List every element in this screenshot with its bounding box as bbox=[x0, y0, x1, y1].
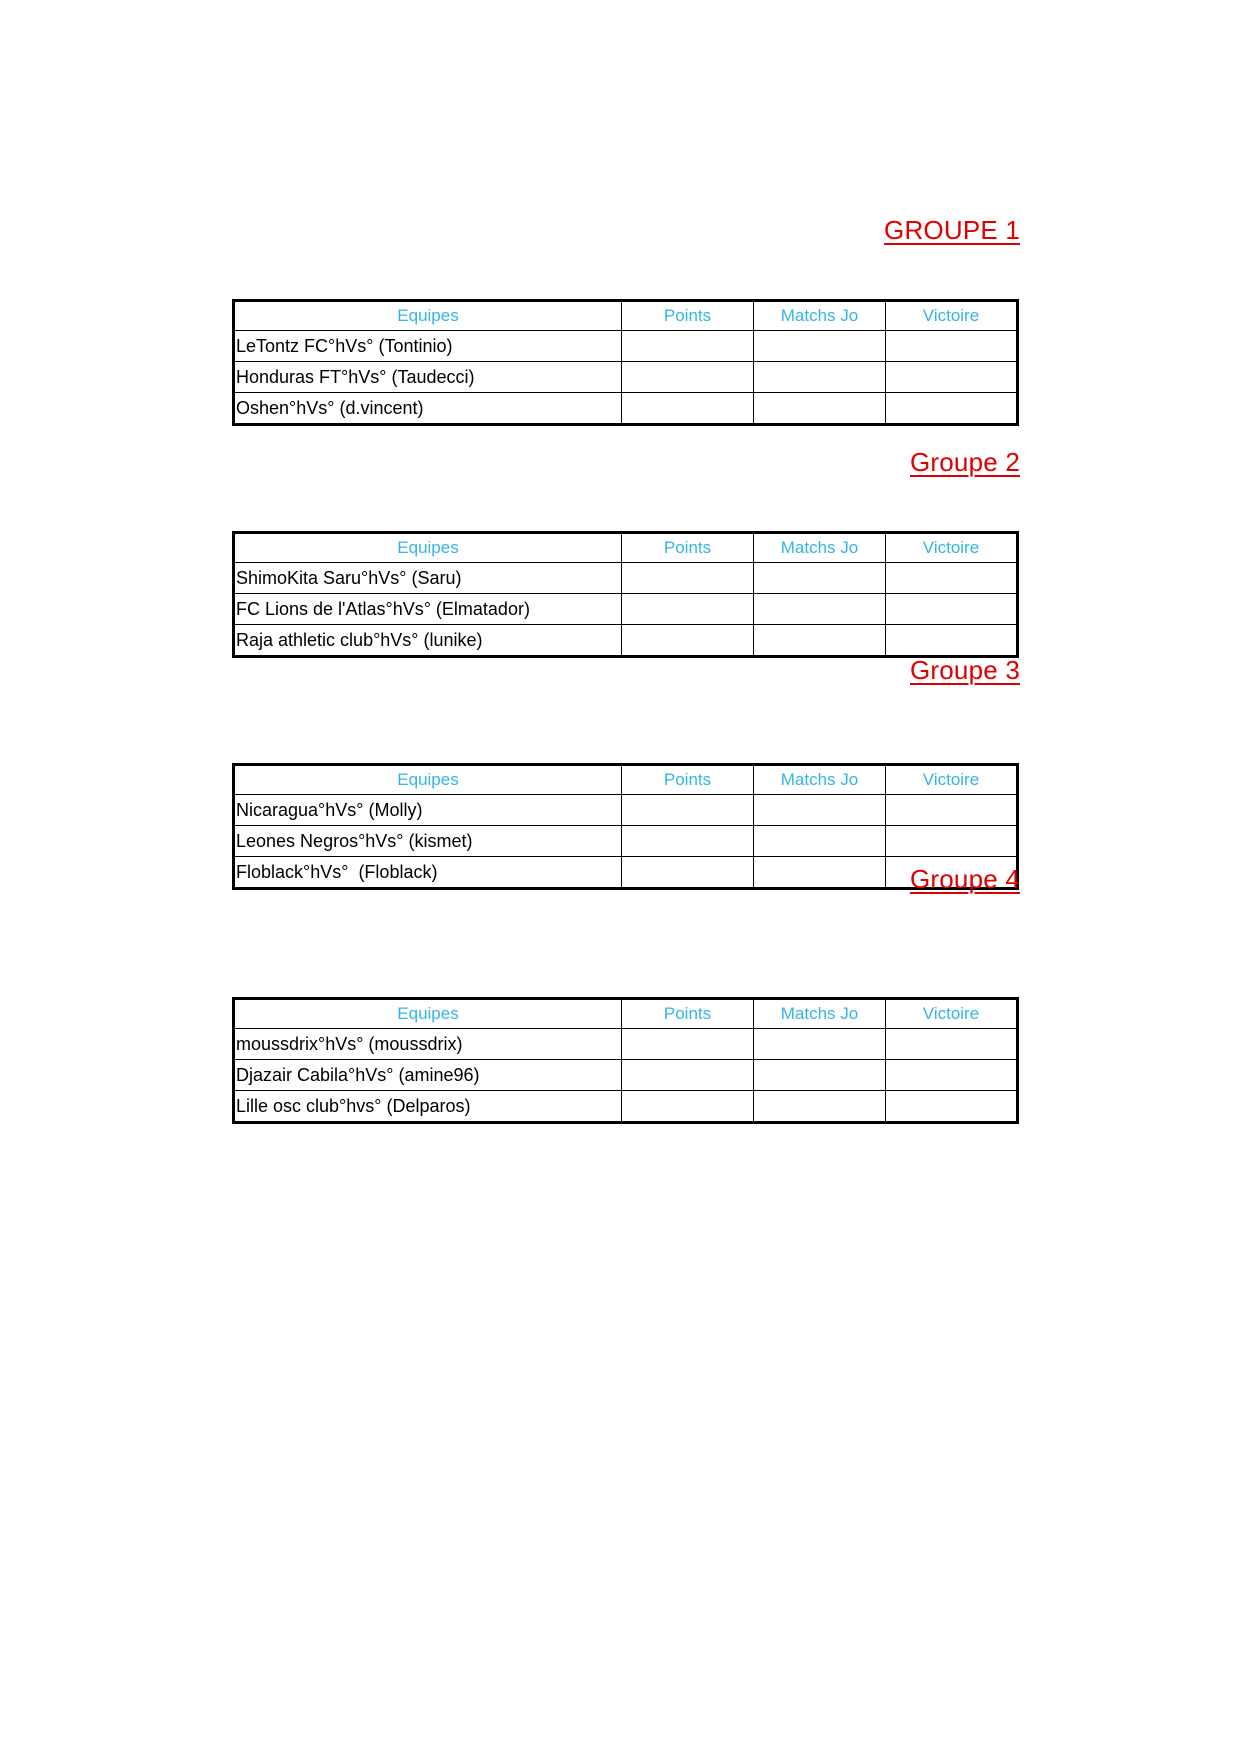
table-row bbox=[234, 826, 1018, 857]
group-section-1 bbox=[0, 216, 1241, 245]
table-row bbox=[234, 1091, 1018, 1123]
points-cell[interactable] bbox=[622, 1060, 754, 1091]
points-cell[interactable] bbox=[622, 826, 754, 857]
column-header-points: Points bbox=[622, 301, 754, 331]
column-header-equipes: Equipes bbox=[234, 301, 622, 331]
matchs-jo-cell[interactable] bbox=[754, 393, 886, 425]
team-name-cell: Oshen°hVs° (d.vincent) bbox=[234, 393, 622, 425]
column-header-equipes: Equipes bbox=[234, 533, 622, 563]
matchs-jo-cell[interactable] bbox=[754, 1060, 886, 1091]
victoire-cell[interactable] bbox=[886, 826, 1018, 857]
points-cell[interactable] bbox=[622, 331, 754, 362]
matchs-jo-cell[interactable] bbox=[754, 594, 886, 625]
group-title-1: GROUPE 1 bbox=[884, 215, 1020, 245]
table-row bbox=[234, 331, 1018, 362]
table-row bbox=[234, 795, 1018, 826]
column-header-points: Points bbox=[622, 999, 754, 1029]
victoire-cell[interactable] bbox=[886, 594, 1018, 625]
matchs-jo-cell[interactable] bbox=[754, 362, 886, 393]
victoire-cell[interactable] bbox=[886, 625, 1018, 657]
column-header-victoire: Victoire bbox=[886, 999, 1018, 1029]
matchs-jo-cell[interactable] bbox=[754, 331, 886, 362]
team-name-cell: Djazair Cabila°hVs° (amine96) bbox=[234, 1060, 622, 1091]
team-name-cell: Floblack°hVs° (Floblack) bbox=[234, 857, 622, 889]
team-name-cell: Raja athletic club°hVs° (lunike) bbox=[234, 625, 622, 657]
column-header-matchs-jo: Matchs Jo bbox=[754, 301, 886, 331]
victoire-cell[interactable] bbox=[886, 795, 1018, 826]
group-title-row-3 bbox=[0, 656, 1020, 685]
column-header-victoire: Victoire bbox=[886, 533, 1018, 563]
team-name-cell: Honduras FT°hVs° (Taudecci) bbox=[234, 362, 622, 393]
column-header-matchs-jo: Matchs Jo bbox=[754, 999, 886, 1029]
table-row bbox=[234, 594, 1018, 625]
group-section-4 bbox=[0, 865, 1241, 894]
victoire-cell[interactable] bbox=[886, 1029, 1018, 1060]
table-header-row bbox=[234, 301, 1018, 331]
table-row bbox=[234, 1029, 1018, 1060]
victoire-cell[interactable] bbox=[886, 331, 1018, 362]
group-section-2 bbox=[0, 448, 1241, 477]
group-section-3 bbox=[0, 656, 1241, 685]
table-row bbox=[234, 362, 1018, 393]
matchs-jo-cell[interactable] bbox=[754, 826, 886, 857]
group-title-4: Groupe 4 bbox=[909, 864, 1020, 894]
victoire-cell[interactable] bbox=[886, 362, 1018, 393]
points-cell[interactable] bbox=[622, 594, 754, 625]
matchs-jo-cell[interactable] bbox=[754, 625, 886, 657]
column-header-matchs-jo: Matchs Jo bbox=[754, 533, 886, 563]
column-header-victoire: Victoire bbox=[886, 301, 1018, 331]
group-title-2: Groupe 2 bbox=[909, 447, 1020, 477]
group-title-3: Groupe 3 bbox=[909, 655, 1020, 685]
group-title-row-4 bbox=[0, 865, 1020, 894]
table-header-row bbox=[234, 765, 1018, 795]
team-name-cell: Leones Negros°hVs° (kismet) bbox=[234, 826, 622, 857]
column-header-victoire: Victoire bbox=[886, 765, 1018, 795]
points-cell[interactable] bbox=[622, 1091, 754, 1123]
points-cell[interactable] bbox=[622, 563, 754, 594]
victoire-cell[interactable] bbox=[886, 1091, 1018, 1123]
table-row bbox=[234, 563, 1018, 594]
standings-table-2 bbox=[232, 531, 1019, 658]
team-name-cell: ShimoKita Saru°hVs° (Saru) bbox=[234, 563, 622, 594]
matchs-jo-cell[interactable] bbox=[754, 1091, 886, 1123]
victoire-cell[interactable] bbox=[886, 563, 1018, 594]
standings-table-1 bbox=[232, 299, 1019, 426]
points-cell[interactable] bbox=[622, 393, 754, 425]
points-cell[interactable] bbox=[622, 1029, 754, 1060]
table-header-row bbox=[234, 999, 1018, 1029]
table-row bbox=[234, 393, 1018, 425]
team-name-cell: Nicaragua°hVs° (Molly) bbox=[234, 795, 622, 826]
team-name-cell: FC Lions de l'Atlas°hVs° (Elmatador) bbox=[234, 594, 622, 625]
victoire-cell[interactable] bbox=[886, 393, 1018, 425]
group-title-row-2 bbox=[0, 448, 1020, 477]
table-row bbox=[234, 1060, 1018, 1091]
team-name-cell: LeTontz FC°hVs° (Tontinio) bbox=[234, 331, 622, 362]
column-header-points: Points bbox=[622, 765, 754, 795]
table-header-row bbox=[234, 533, 1018, 563]
matchs-jo-cell[interactable] bbox=[754, 1029, 886, 1060]
points-cell[interactable] bbox=[622, 795, 754, 826]
standings-table-4 bbox=[232, 997, 1019, 1124]
column-header-matchs-jo: Matchs Jo bbox=[754, 765, 886, 795]
group-title-row-1 bbox=[0, 216, 1020, 245]
matchs-jo-cell[interactable] bbox=[754, 795, 886, 826]
column-header-equipes: Equipes bbox=[234, 765, 622, 795]
victoire-cell[interactable] bbox=[886, 1060, 1018, 1091]
table-row bbox=[234, 625, 1018, 657]
team-name-cell: moussdrix°hVs° (moussdrix) bbox=[234, 1029, 622, 1060]
column-header-points: Points bbox=[622, 533, 754, 563]
column-header-equipes: Equipes bbox=[234, 999, 622, 1029]
team-name-cell: Lille osc club°hvs° (Delparos) bbox=[234, 1091, 622, 1123]
points-cell[interactable] bbox=[622, 625, 754, 657]
matchs-jo-cell[interactable] bbox=[754, 563, 886, 594]
points-cell[interactable] bbox=[622, 362, 754, 393]
